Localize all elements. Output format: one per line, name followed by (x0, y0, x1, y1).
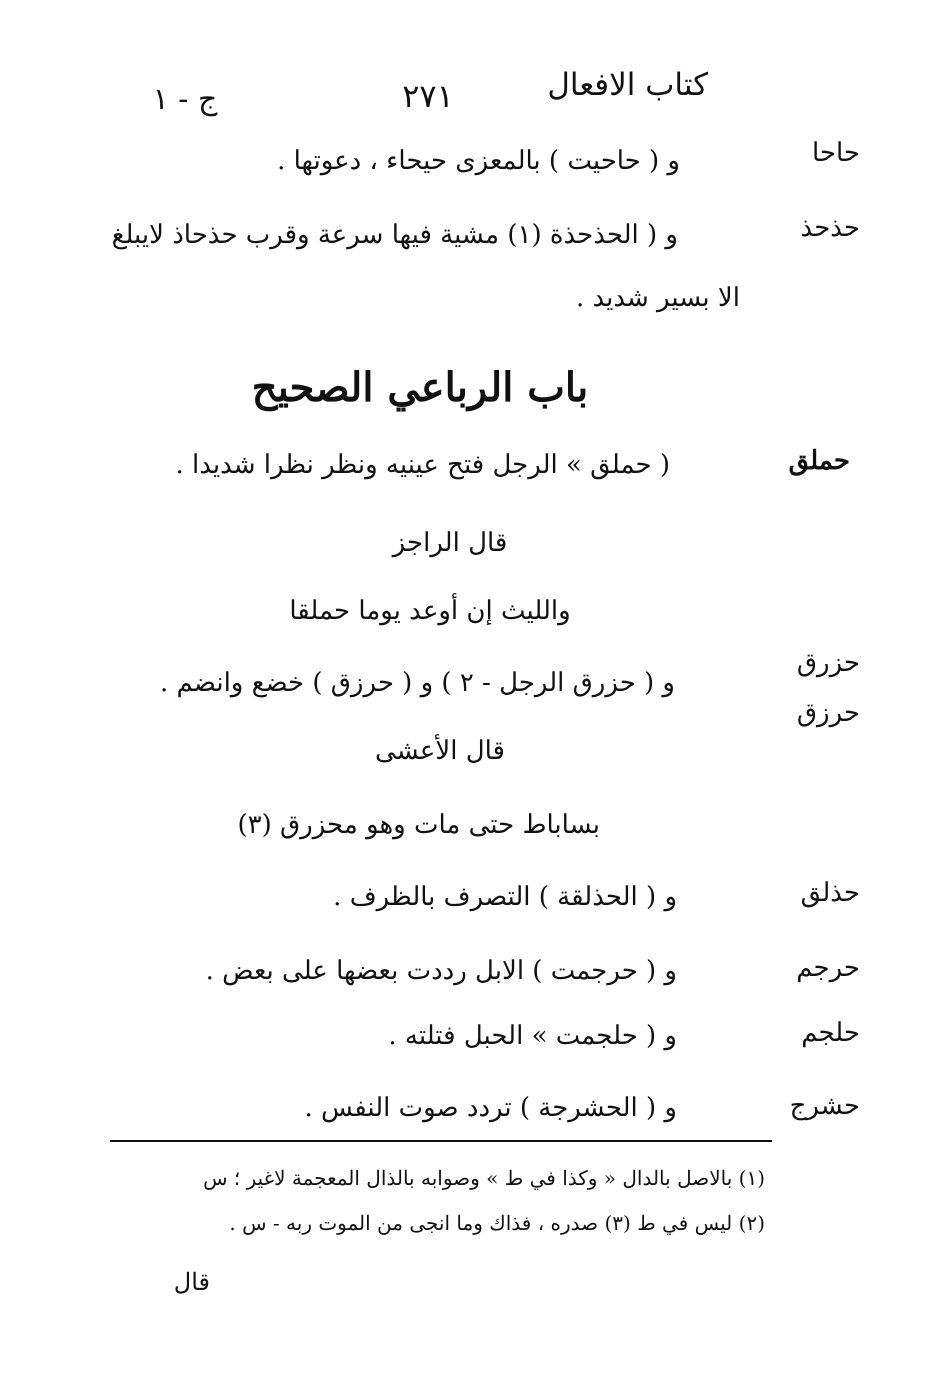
catchword: قال (173, 1268, 210, 1296)
margin-headword-8: حشرج (789, 1091, 860, 1121)
entry-text-2-line2: الا بسير شديد . (575, 283, 740, 313)
footnote-rule (110, 1140, 772, 1142)
section-title: باب الرباعي الصحيح (251, 364, 589, 411)
entry-text-3: ( حملق » الرجل فتح عينيه ونظر نظرا شديدا . (175, 450, 670, 480)
entry-text-5: و ( الحذلقة ) التصرف بالظرف . (333, 882, 677, 912)
running-title: كتاب الافعال (547, 67, 708, 103)
entry-text-2-line1: و ( الحذحذة (١) مشية فيها سرعة وقرب حذحاذ لايبلغ (111, 220, 678, 250)
footnote-2: (٢) ليس في ط (٣) صدره ، فذاك وما انجى من الموت ربه - س . (229, 1211, 765, 1235)
footnote-1: (١) بالاصل بالدال « وكذا في ط » وصوابه بالذال المعجمة لاغير ؛ س (203, 1166, 765, 1190)
entry-text-1: و ( حاحيت ) بالمعزى حيحاء ، دعوتها . (277, 146, 680, 176)
verse-2-line: بساباط حتى مات وهو محزرق (٣) (237, 810, 600, 840)
volume-label: ج - ١ (152, 82, 218, 117)
margin-headword-6: حرجم (796, 953, 860, 983)
margin-headword-1: حاحا (812, 138, 860, 168)
entry-text-4: و ( حزرق الرجل - ٢ ) و ( حرزق ) خضع وانضم . (159, 668, 675, 698)
entry-text-8: و ( الحشرجة ) تردد صوت النفس . (304, 1093, 677, 1123)
margin-headword-4a: حزرق (796, 648, 860, 678)
margin-headword-4b: حرزق (796, 698, 860, 728)
margin-headword-3: حملق (788, 446, 850, 476)
page-number: ٢٧١ (402, 77, 454, 115)
margin-headword-2: حذحذ (800, 213, 860, 243)
verse-2-speaker: قال الأعشى (375, 736, 505, 766)
entry-text-6: و ( حرجمت ) الابل رددت بعضها على بعض . (205, 956, 677, 986)
verse-1-line: والليث إن أوعد يوما حملقا (289, 596, 571, 626)
margin-headword-5: حذلق (800, 878, 860, 908)
margin-headword-7: حلجم (801, 1018, 860, 1048)
verse-1-speaker: قال الراجز (392, 528, 508, 558)
entry-text-7: و ( حلجمت » الحبل فتلته . (388, 1021, 677, 1051)
